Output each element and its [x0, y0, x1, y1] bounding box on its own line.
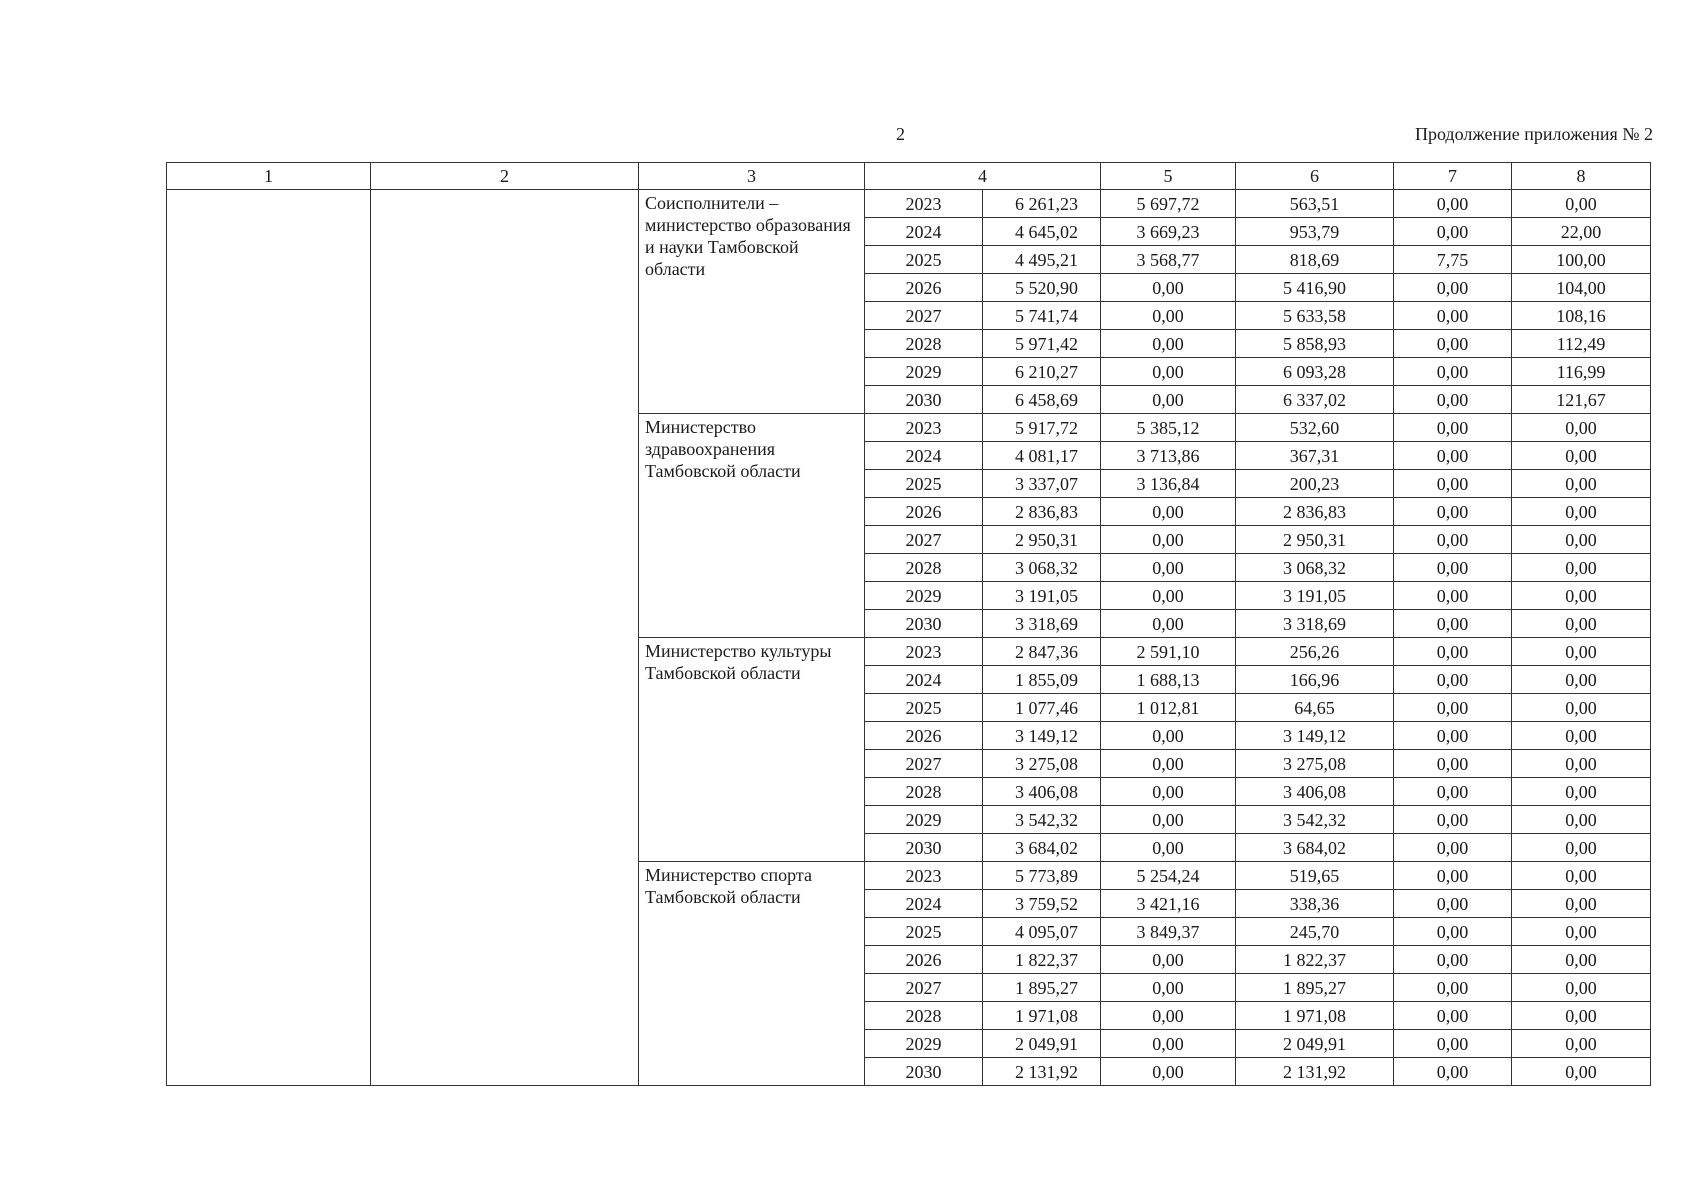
col7-cell: 0,00 — [1394, 526, 1512, 554]
total-cell: 3 684,02 — [983, 834, 1101, 862]
col6-cell: 6 337,02 — [1236, 386, 1394, 414]
col-header-1: 1 — [167, 163, 371, 190]
col8-cell: 0,00 — [1512, 890, 1651, 918]
col6-cell: 532,60 — [1236, 414, 1394, 442]
col8-cell: 0,00 — [1512, 750, 1651, 778]
col7-cell: 0,00 — [1394, 862, 1512, 890]
appendix-continuation-note: Продолжение приложения № 2 — [1414, 124, 1653, 144]
total-cell: 6 261,23 — [983, 190, 1101, 218]
col5-cell: 2 591,10 — [1101, 638, 1236, 666]
year-cell: 2023 — [865, 638, 983, 666]
col7-cell: 0,00 — [1394, 1030, 1512, 1058]
col7-cell: 0,00 — [1394, 610, 1512, 638]
col6-cell: 563,51 — [1236, 190, 1394, 218]
col6-cell: 64,65 — [1236, 694, 1394, 722]
col-header-4: 4 — [865, 163, 1101, 190]
year-cell: 2028 — [865, 1002, 983, 1030]
col8-cell: 0,00 — [1512, 190, 1651, 218]
total-cell: 2 950,31 — [983, 526, 1101, 554]
col5-cell: 0,00 — [1101, 722, 1236, 750]
total-cell: 1 855,09 — [983, 666, 1101, 694]
col5-cell: 0,00 — [1101, 806, 1236, 834]
col7-cell: 0,00 — [1394, 218, 1512, 246]
col6-cell: 1 822,37 — [1236, 946, 1394, 974]
col5-cell: 3 713,86 — [1101, 442, 1236, 470]
col5-cell: 1 012,81 — [1101, 694, 1236, 722]
col6-cell: 1 971,08 — [1236, 1002, 1394, 1030]
col7-cell: 0,00 — [1394, 498, 1512, 526]
col7-cell: 0,00 — [1394, 302, 1512, 330]
col5-cell: 0,00 — [1101, 302, 1236, 330]
col7-cell: 0,00 — [1394, 946, 1512, 974]
page-number: 2 — [896, 124, 905, 144]
total-cell: 3 318,69 — [983, 610, 1101, 638]
col8-cell: 0,00 — [1512, 722, 1651, 750]
col7-cell: 0,00 — [1394, 190, 1512, 218]
total-cell: 2 836,83 — [983, 498, 1101, 526]
col5-cell: 1 688,13 — [1101, 666, 1236, 694]
col5-cell: 0,00 — [1101, 750, 1236, 778]
col7-cell: 0,00 — [1394, 442, 1512, 470]
total-cell: 1 895,27 — [983, 974, 1101, 1002]
year-cell: 2023 — [865, 862, 983, 890]
col-header-3: 3 — [639, 163, 865, 190]
col5-cell: 0,00 — [1101, 778, 1236, 806]
col8-cell: 0,00 — [1512, 666, 1651, 694]
col8-cell: 0,00 — [1512, 694, 1651, 722]
col6-cell: 953,79 — [1236, 218, 1394, 246]
col7-cell: 0,00 — [1394, 1058, 1512, 1086]
col8-cell: 0,00 — [1512, 610, 1651, 638]
col8-cell: 0,00 — [1512, 918, 1651, 946]
col7-cell: 0,00 — [1394, 750, 1512, 778]
col5-cell: 0,00 — [1101, 834, 1236, 862]
total-cell: 2 847,36 — [983, 638, 1101, 666]
col6-cell: 166,96 — [1236, 666, 1394, 694]
year-cell: 2024 — [865, 218, 983, 246]
col6-cell: 5 858,93 — [1236, 330, 1394, 358]
col6-cell: 1 895,27 — [1236, 974, 1394, 1002]
col6-cell: 2 950,31 — [1236, 526, 1394, 554]
col6-cell: 256,26 — [1236, 638, 1394, 666]
col7-cell: 0,00 — [1394, 666, 1512, 694]
col7-cell: 0,00 — [1394, 974, 1512, 1002]
col7-cell: 0,00 — [1394, 470, 1512, 498]
col7-cell: 0,00 — [1394, 918, 1512, 946]
col6-cell: 3 149,12 — [1236, 722, 1394, 750]
col8-cell: 0,00 — [1512, 498, 1651, 526]
executor-name: Министерство спорта Тамбовской области — [639, 862, 865, 1086]
col8-cell: 0,00 — [1512, 806, 1651, 834]
total-cell: 5 917,72 — [983, 414, 1101, 442]
col6-cell: 3 068,32 — [1236, 554, 1394, 582]
year-cell: 2023 — [865, 414, 983, 442]
total-cell: 2 131,92 — [983, 1058, 1101, 1086]
total-cell: 4 081,17 — [983, 442, 1101, 470]
blank-col-1 — [167, 190, 371, 1086]
year-cell: 2027 — [865, 974, 983, 1002]
year-cell: 2023 — [865, 190, 983, 218]
col5-cell: 5 254,24 — [1101, 862, 1236, 890]
col5-cell: 0,00 — [1101, 526, 1236, 554]
col-header-5: 5 — [1101, 163, 1236, 190]
col7-cell: 0,00 — [1394, 890, 1512, 918]
col8-cell: 0,00 — [1512, 582, 1651, 610]
year-cell: 2028 — [865, 330, 983, 358]
executor-name: Министерство здравоохранения Тамбовской области — [639, 414, 865, 638]
col5-cell: 3 421,16 — [1101, 890, 1236, 918]
col5-cell: 3 669,23 — [1101, 218, 1236, 246]
col7-cell: 0,00 — [1394, 806, 1512, 834]
total-cell: 4 095,07 — [983, 918, 1101, 946]
total-cell: 6 210,27 — [983, 358, 1101, 386]
col5-cell: 0,00 — [1101, 274, 1236, 302]
col6-cell: 5 416,90 — [1236, 274, 1394, 302]
col8-cell: 0,00 — [1512, 862, 1651, 890]
col5-cell: 0,00 — [1101, 1002, 1236, 1030]
total-cell: 4 645,02 — [983, 218, 1101, 246]
col7-cell: 0,00 — [1394, 414, 1512, 442]
total-cell: 5 773,89 — [983, 862, 1101, 890]
year-cell: 2030 — [865, 1058, 983, 1086]
col5-cell: 0,00 — [1101, 330, 1236, 358]
year-cell: 2030 — [865, 834, 983, 862]
year-cell: 2025 — [865, 470, 983, 498]
col7-cell: 0,00 — [1394, 330, 1512, 358]
col-header-7: 7 — [1394, 163, 1512, 190]
col8-cell: 104,00 — [1512, 274, 1651, 302]
col5-cell: 3 849,37 — [1101, 918, 1236, 946]
year-cell: 2026 — [865, 274, 983, 302]
total-cell: 3 337,07 — [983, 470, 1101, 498]
col8-cell: 0,00 — [1512, 470, 1651, 498]
col6-cell: 2 131,92 — [1236, 1058, 1394, 1086]
col7-cell: 7,75 — [1394, 246, 1512, 274]
blank-col-2 — [371, 190, 639, 1086]
year-cell: 2027 — [865, 302, 983, 330]
col-header-2: 2 — [371, 163, 639, 190]
col5-cell: 0,00 — [1101, 946, 1236, 974]
col8-cell: 0,00 — [1512, 1030, 1651, 1058]
year-cell: 2024 — [865, 890, 983, 918]
col7-cell: 0,00 — [1394, 722, 1512, 750]
col6-cell: 338,36 — [1236, 890, 1394, 918]
col6-cell: 200,23 — [1236, 470, 1394, 498]
year-cell: 2024 — [865, 666, 983, 694]
col6-cell: 3 275,08 — [1236, 750, 1394, 778]
total-cell: 3 191,05 — [983, 582, 1101, 610]
col8-cell: 22,00 — [1512, 218, 1651, 246]
col8-cell: 0,00 — [1512, 946, 1651, 974]
col8-cell: 0,00 — [1512, 1002, 1651, 1030]
col8-cell: 121,67 — [1512, 386, 1651, 414]
year-cell: 2027 — [865, 750, 983, 778]
col6-cell: 245,70 — [1236, 918, 1394, 946]
col6-cell: 367,31 — [1236, 442, 1394, 470]
executor-name: Соисполнители – министерство образования и науки Тамбовской области — [639, 190, 865, 414]
col-header-6: 6 — [1236, 163, 1394, 190]
col8-cell: 0,00 — [1512, 638, 1651, 666]
year-cell: 2025 — [865, 918, 983, 946]
col7-cell: 0,00 — [1394, 358, 1512, 386]
funding-table — [166, 162, 1651, 1086]
year-cell: 2026 — [865, 498, 983, 526]
total-cell: 3 542,32 — [983, 806, 1101, 834]
col5-cell: 0,00 — [1101, 554, 1236, 582]
table-body — [167, 190, 1651, 1086]
col6-cell: 3 191,05 — [1236, 582, 1394, 610]
total-cell: 5 741,74 — [983, 302, 1101, 330]
year-cell: 2027 — [865, 526, 983, 554]
col8-cell: 0,00 — [1512, 834, 1651, 862]
table-row — [167, 190, 1651, 218]
col6-cell: 3 406,08 — [1236, 778, 1394, 806]
total-cell: 3 275,08 — [983, 750, 1101, 778]
col5-cell: 0,00 — [1101, 974, 1236, 1002]
year-cell: 2030 — [865, 610, 983, 638]
col6-cell: 3 684,02 — [1236, 834, 1394, 862]
col7-cell: 0,00 — [1394, 694, 1512, 722]
col5-cell: 3 568,77 — [1101, 246, 1236, 274]
col5-cell: 0,00 — [1101, 358, 1236, 386]
year-cell: 2028 — [865, 778, 983, 806]
col6-cell: 5 633,58 — [1236, 302, 1394, 330]
total-cell: 4 495,21 — [983, 246, 1101, 274]
col-header-8: 8 — [1512, 163, 1651, 190]
col5-cell: 3 136,84 — [1101, 470, 1236, 498]
col8-cell: 100,00 — [1512, 246, 1651, 274]
year-cell: 2028 — [865, 554, 983, 582]
col8-cell: 116,99 — [1512, 358, 1651, 386]
year-cell: 2025 — [865, 246, 983, 274]
col7-cell: 0,00 — [1394, 386, 1512, 414]
col8-cell: 0,00 — [1512, 974, 1651, 1002]
col5-cell: 0,00 — [1101, 1058, 1236, 1086]
year-cell: 2030 — [865, 386, 983, 414]
col7-cell: 0,00 — [1394, 1002, 1512, 1030]
col8-cell: 0,00 — [1512, 442, 1651, 470]
total-cell: 2 049,91 — [983, 1030, 1101, 1058]
year-cell: 2025 — [865, 694, 983, 722]
col6-cell: 3 318,69 — [1236, 610, 1394, 638]
col5-cell: 0,00 — [1101, 610, 1236, 638]
year-cell: 2026 — [865, 946, 983, 974]
year-cell: 2026 — [865, 722, 983, 750]
total-cell: 6 458,69 — [983, 386, 1101, 414]
col6-cell: 2 049,91 — [1236, 1030, 1394, 1058]
col8-cell: 112,49 — [1512, 330, 1651, 358]
year-cell: 2029 — [865, 582, 983, 610]
executor-name: Министерство культуры Тамбовской области — [639, 638, 865, 862]
year-cell: 2024 — [865, 442, 983, 470]
col5-cell: 0,00 — [1101, 582, 1236, 610]
col8-cell: 108,16 — [1512, 302, 1651, 330]
total-cell: 5 971,42 — [983, 330, 1101, 358]
col8-cell: 0,00 — [1512, 554, 1651, 582]
col6-cell: 818,69 — [1236, 246, 1394, 274]
year-cell: 2029 — [865, 358, 983, 386]
col5-cell: 5 385,12 — [1101, 414, 1236, 442]
col7-cell: 0,00 — [1394, 834, 1512, 862]
col8-cell: 0,00 — [1512, 526, 1651, 554]
col6-cell: 3 542,32 — [1236, 806, 1394, 834]
total-cell: 3 406,08 — [983, 778, 1101, 806]
col8-cell: 0,00 — [1512, 1058, 1651, 1086]
column-number-row — [167, 163, 1651, 190]
total-cell: 5 520,90 — [983, 274, 1101, 302]
total-cell: 3 759,52 — [983, 890, 1101, 918]
col7-cell: 0,00 — [1394, 274, 1512, 302]
col6-cell: 519,65 — [1236, 862, 1394, 890]
total-cell: 3 149,12 — [983, 722, 1101, 750]
col7-cell: 0,00 — [1394, 554, 1512, 582]
total-cell: 1 822,37 — [983, 946, 1101, 974]
col5-cell: 5 697,72 — [1101, 190, 1236, 218]
col7-cell: 0,00 — [1394, 778, 1512, 806]
col5-cell: 0,00 — [1101, 498, 1236, 526]
col6-cell: 2 836,83 — [1236, 498, 1394, 526]
total-cell: 1 077,46 — [983, 694, 1101, 722]
col5-cell: 0,00 — [1101, 1030, 1236, 1058]
col7-cell: 0,00 — [1394, 638, 1512, 666]
col8-cell: 0,00 — [1512, 778, 1651, 806]
total-cell: 3 068,32 — [983, 554, 1101, 582]
year-cell: 2029 — [865, 806, 983, 834]
col6-cell: 6 093,28 — [1236, 358, 1394, 386]
col5-cell: 0,00 — [1101, 386, 1236, 414]
year-cell: 2029 — [865, 1030, 983, 1058]
col7-cell: 0,00 — [1394, 582, 1512, 610]
col8-cell: 0,00 — [1512, 414, 1651, 442]
total-cell: 1 971,08 — [983, 1002, 1101, 1030]
